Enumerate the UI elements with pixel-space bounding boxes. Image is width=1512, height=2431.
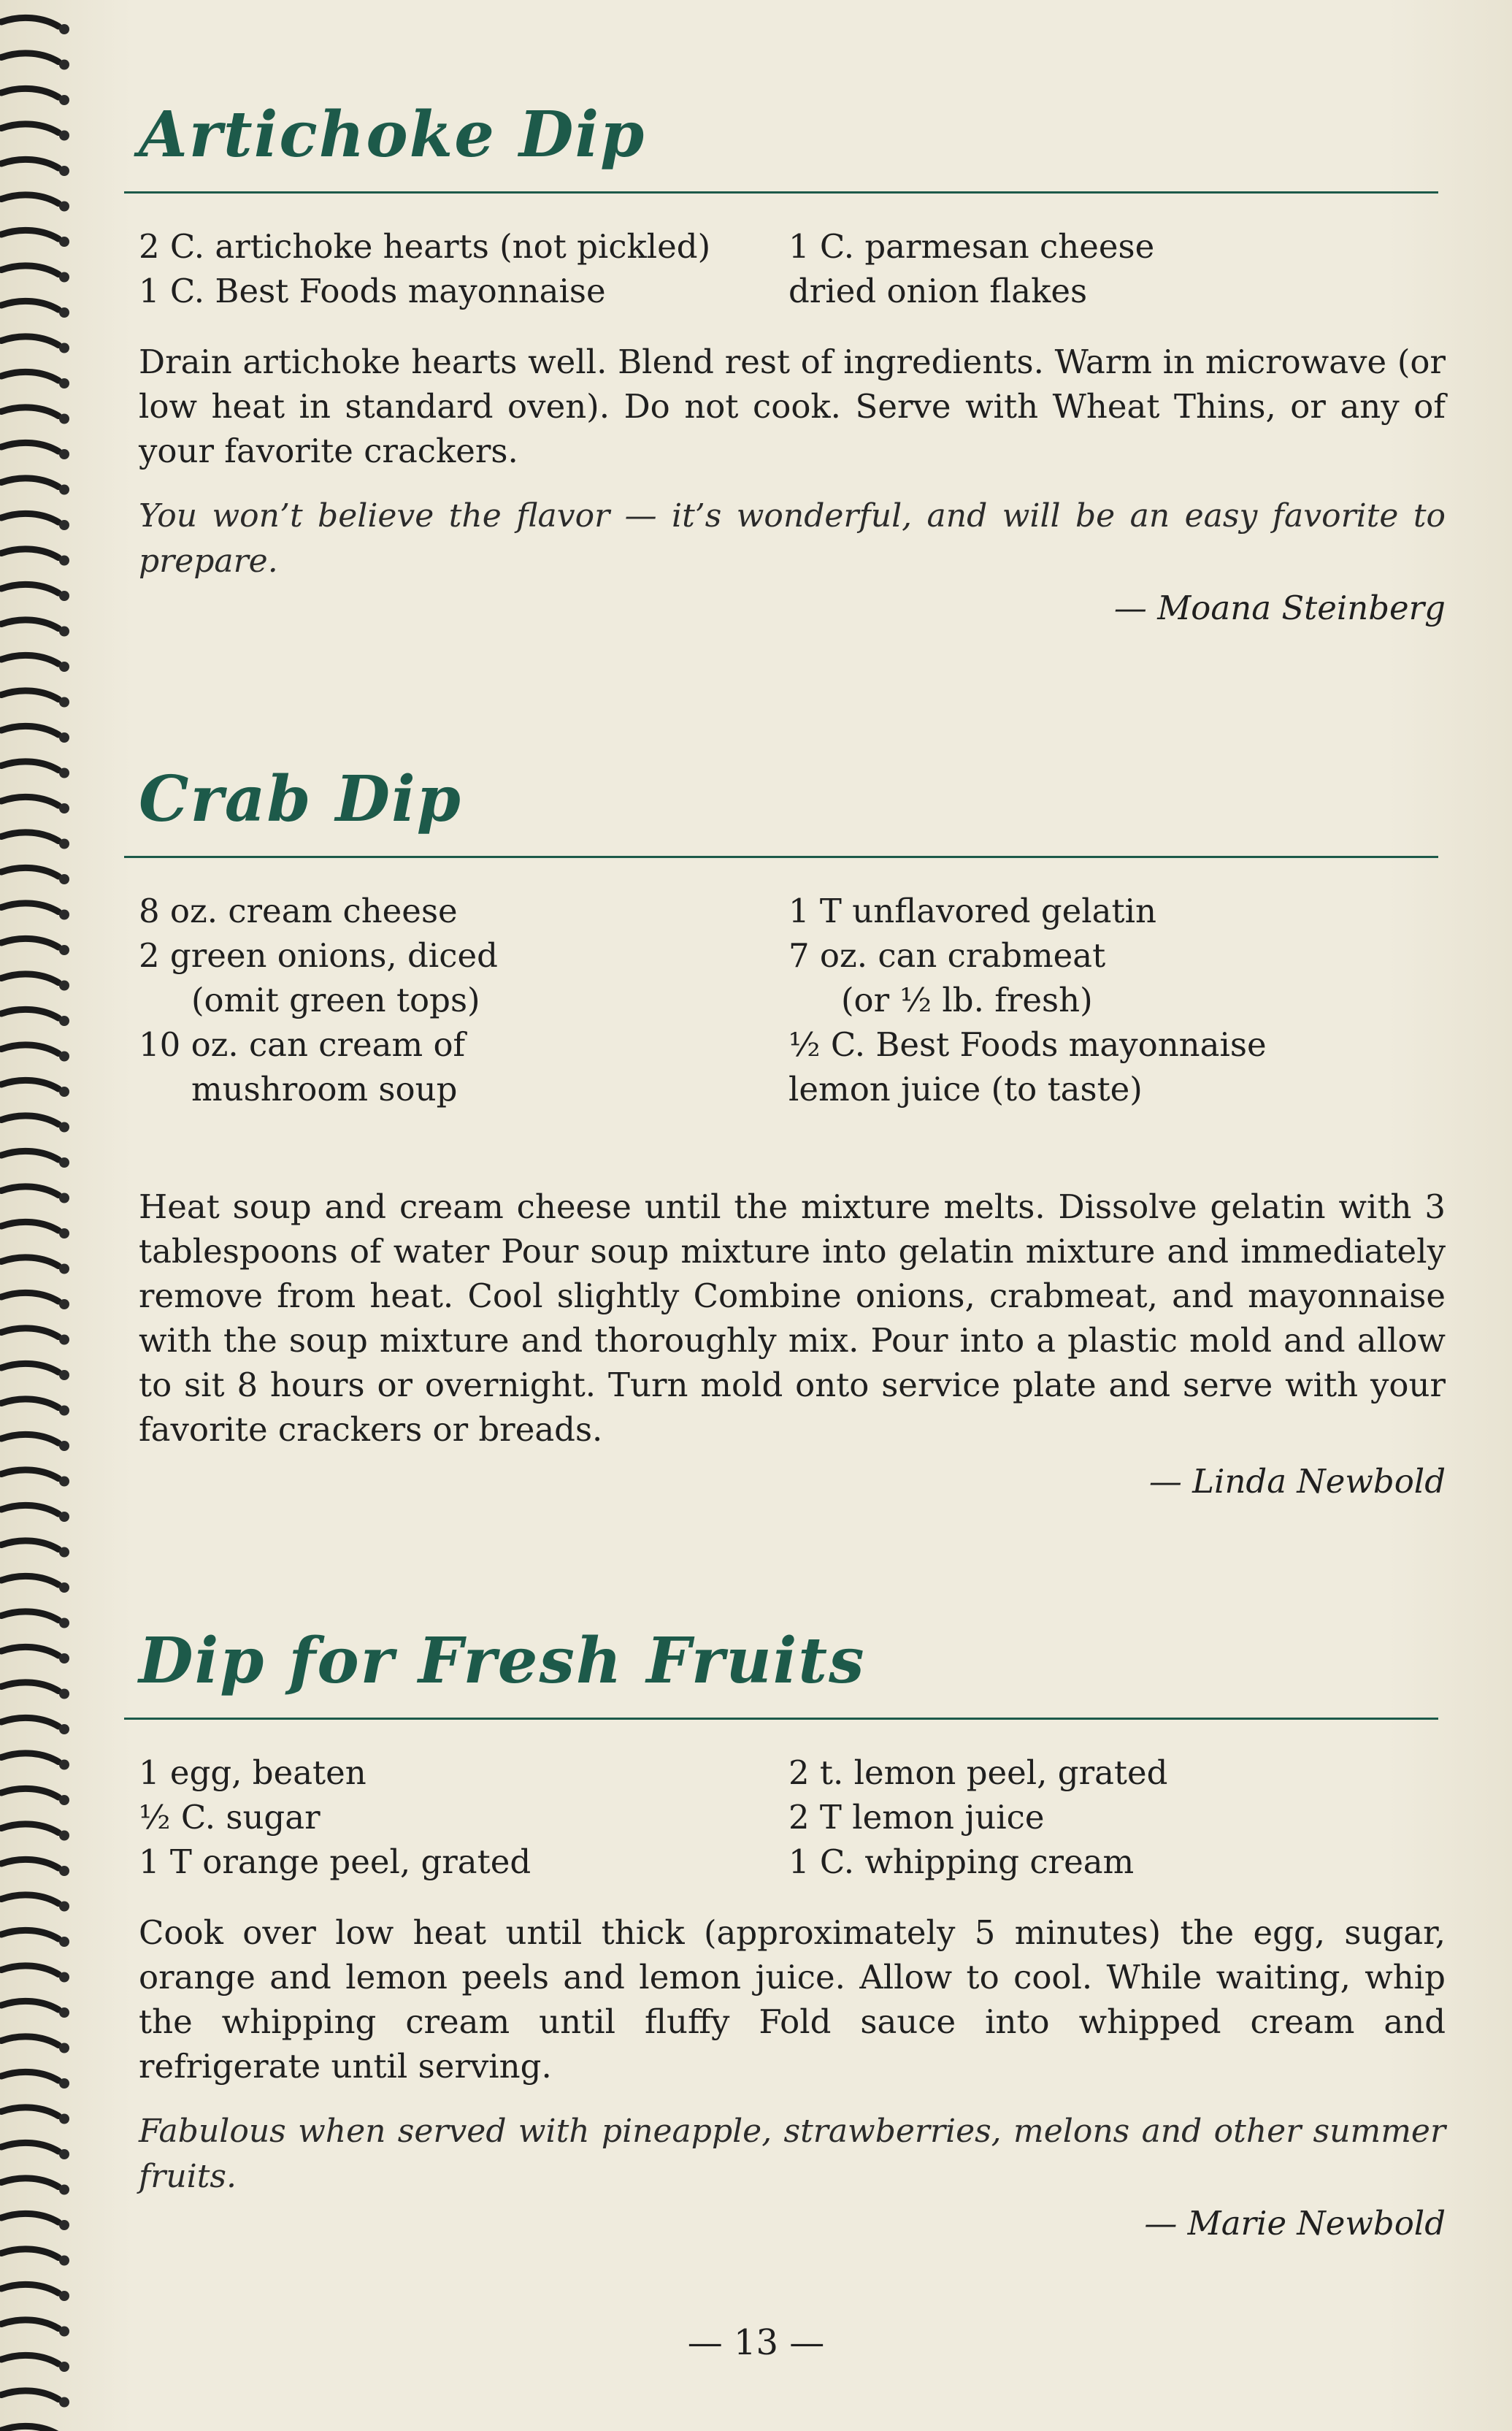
title-divider xyxy=(124,856,1438,858)
binding-hole xyxy=(59,485,69,495)
ingredient: dried onion flakes xyxy=(788,272,1088,310)
binding-hole xyxy=(59,945,69,955)
ingredient-continued: (omit green tops) xyxy=(191,981,480,1019)
spiral-ring xyxy=(1,1541,58,1550)
spiral-ring xyxy=(1,1859,58,1868)
binding-hole xyxy=(59,732,69,743)
spiral-ring xyxy=(1,2072,58,2080)
ingredient: lemon juice (to taste) xyxy=(788,1070,1143,1109)
binding-hole xyxy=(59,2043,69,2053)
binding-hole xyxy=(59,95,69,105)
spiral-ring xyxy=(1,1647,58,1655)
binding-hole xyxy=(59,1016,69,1026)
binding-hole xyxy=(59,2291,69,2301)
binding-hole xyxy=(59,1370,69,1380)
spiral-ring xyxy=(1,1151,58,1160)
spiral-ring xyxy=(1,1328,58,1337)
binding-hole xyxy=(59,1547,69,1558)
recipe-title: Crab Dip xyxy=(139,762,462,836)
spiral-ring xyxy=(1,1966,58,1975)
binding-hole xyxy=(59,1972,69,1983)
ingredient-continued: (or ½ lb. fresh) xyxy=(841,981,1093,1019)
ingredient: 1 egg, beaten xyxy=(139,1753,367,1792)
spiral-ring xyxy=(1,1434,58,1443)
ingredient: 2 C. artichoke hearts (not pickled) xyxy=(139,227,711,266)
spiral-ring xyxy=(1,1399,58,1408)
spiral-ring xyxy=(1,1682,58,1691)
ingredient-column-left xyxy=(139,889,788,1111)
ingredient-column-right xyxy=(788,224,1453,313)
binding-hole xyxy=(59,1902,69,1912)
spiral-ring xyxy=(1,1718,58,1726)
ingredient: ½ C. Best Foods mayonnaise xyxy=(788,1025,1267,1064)
binding-hole xyxy=(59,556,69,566)
binding-hole xyxy=(59,307,69,318)
binding-hole xyxy=(59,697,69,708)
recipe-author: — Linda Newbold xyxy=(1148,1462,1446,1501)
binding-hole xyxy=(59,202,69,212)
binding-hole xyxy=(59,1477,69,1487)
spiral-ring xyxy=(1,1895,58,1904)
ingredient: 2 green onions, diced xyxy=(139,936,498,975)
spiral-ring xyxy=(1,2213,58,2222)
binding-hole xyxy=(59,803,69,813)
ingredient-continued: mushroom soup xyxy=(191,1070,458,1109)
binding-hole xyxy=(59,1264,69,1274)
spiral-ring xyxy=(1,337,58,345)
recipe-title: Artichoke Dip xyxy=(139,98,646,172)
spiral-ring xyxy=(1,1753,58,1762)
recipe-note: You won’t believe the flavor — it’s wonderful, and will be an easy favorite to prepare. xyxy=(139,497,1446,580)
spiral-ring xyxy=(1,407,58,416)
binding-hole xyxy=(59,2256,69,2266)
spiral-ring xyxy=(1,88,58,97)
binding-hole xyxy=(59,449,69,459)
spiral-ring xyxy=(1,2178,58,2187)
binding-hole xyxy=(59,237,69,247)
ingredient: 8 oz. cream cheese xyxy=(139,892,458,930)
recipe-author: — Marie Newbold xyxy=(1144,2204,1446,2243)
spiral-ring xyxy=(1,1612,58,1620)
recipe-author: — Moana Steinberg xyxy=(1113,589,1446,627)
binding-hole xyxy=(59,520,69,530)
spiral-ring xyxy=(1,1788,58,1797)
binding-hole xyxy=(59,1795,69,1805)
binding-hole xyxy=(59,1087,69,1097)
binding-hole xyxy=(59,414,69,424)
title-divider xyxy=(124,191,1438,194)
binding-hole xyxy=(59,2007,69,2018)
binding-hole xyxy=(59,1335,69,1345)
spiral-ring xyxy=(1,301,58,310)
binding-hole xyxy=(59,981,69,991)
binding-hole xyxy=(59,2149,69,2159)
spiral-ring xyxy=(1,513,58,522)
recipe-title: Dip for Fresh Fruits xyxy=(139,1624,866,1698)
binding-hole xyxy=(59,768,69,778)
spiral-ring xyxy=(1,691,58,700)
spiral-ring xyxy=(1,1045,58,1054)
spiral-ring xyxy=(1,1257,58,1266)
binding-hole xyxy=(59,1406,69,1416)
binding-hole xyxy=(59,60,69,70)
binding-hole xyxy=(59,2185,69,2195)
ingredient-column-left xyxy=(139,224,788,313)
title-divider xyxy=(124,1718,1438,1720)
spiral-ring xyxy=(1,1116,58,1125)
spiral-ring xyxy=(1,832,58,841)
binding-hole xyxy=(59,1937,69,1947)
spiral-ring xyxy=(1,53,58,62)
spiral-ring xyxy=(1,230,58,239)
binding-hole xyxy=(59,1441,69,1451)
spiral-ring xyxy=(1,1470,58,1479)
recipe-directions: Cook over low heat until thick (approximately 5 minutes) the egg, sugar, orange and lemon peels and lemon juice. Allow to cool. While waiting, whip the whipping cream until fluffy Fold sauce into whipped cream and refrigerate until serving. xyxy=(139,1913,1446,2086)
binding-hole xyxy=(59,2362,69,2372)
binding-hole xyxy=(59,1760,69,1770)
ingredient-list xyxy=(124,889,1453,1111)
binding-hole xyxy=(59,839,69,849)
ingredient: 10 oz. can cream of xyxy=(139,1025,466,1064)
recipe-dip-for-fresh-fruits xyxy=(124,1621,1453,2243)
binding-hole xyxy=(59,378,69,388)
binding-hole xyxy=(59,2220,69,2230)
ingredient: 2 t. lemon peel, grated xyxy=(788,1753,1168,1792)
spiral-ring xyxy=(1,2037,58,2045)
spiral-ring xyxy=(1,2426,58,2431)
binding-hole xyxy=(59,1193,69,1203)
spiral-binding xyxy=(0,0,88,2431)
ingredient: 1 C. parmesan cheese xyxy=(788,227,1155,266)
ingredient: ½ C. sugar xyxy=(139,1798,321,1837)
binding-hole xyxy=(59,1618,69,1628)
spiral-ring xyxy=(1,2143,58,2151)
spiral-ring xyxy=(1,938,58,947)
binding-hole xyxy=(59,627,69,637)
spiral-ring xyxy=(1,1293,58,1301)
ingredient: 7 oz. can crabmeat xyxy=(788,936,1106,975)
spiral-ring xyxy=(1,620,58,629)
recipe-directions: Drain artichoke hearts well. Blend rest of ingredients. Warm in microwave (or low heat in standard oven). Do not cook. Serve with Wheat Thins, or any of your favorite crackers. xyxy=(139,342,1446,470)
binding-hole xyxy=(59,591,69,601)
binding-hole xyxy=(59,1299,69,1309)
spiral-ring xyxy=(1,1187,58,1195)
spiral-ring xyxy=(1,762,58,770)
binding-hole xyxy=(59,2114,69,2124)
recipe-directions: Heat soup and cream cheese until the mixture melts. Dissolve gelatin with 3 tablespoons of water Pour soup mixture into gelatin mixture and immediately remove from heat. Cool slightly Combine onions, crabmeat, and mayonnaise with the soup mixture and thoroughly mix. Pour into a plastic mold and allow to sit 8 hours or overnight. Turn mold onto service plate and serve with your favorite crackers or breads. xyxy=(139,1187,1446,1449)
spiral-ring xyxy=(1,2284,58,2293)
spiral-ring xyxy=(1,195,58,204)
binding-hole xyxy=(59,662,69,672)
binding-hole xyxy=(59,24,69,34)
spiral-ring xyxy=(1,478,58,487)
ingredient-list xyxy=(124,224,1453,313)
spiral-ring xyxy=(1,443,58,451)
binding-hole xyxy=(59,1228,69,1239)
binding-hole xyxy=(59,874,69,884)
binding-hole xyxy=(59,1724,69,1734)
spiral-ring xyxy=(1,124,58,133)
spiral-ring xyxy=(1,2001,58,2010)
spiral-ring xyxy=(1,1080,58,1089)
spiral-ring xyxy=(1,2107,58,2116)
spiral-ring xyxy=(1,549,58,558)
binding-hole xyxy=(59,2397,69,2408)
spiral-ring xyxy=(1,372,58,380)
spiral-ring xyxy=(1,2249,58,2258)
spiral-ring xyxy=(1,868,58,876)
spiral-ring xyxy=(1,18,58,26)
spiral-ring xyxy=(1,1222,58,1230)
spiral-ring xyxy=(1,1824,58,1833)
spiral-ring xyxy=(1,726,58,735)
binding-hole xyxy=(59,272,69,283)
spiral-ring xyxy=(1,655,58,664)
spiral-ring xyxy=(1,584,58,593)
binding-hole xyxy=(59,1653,69,1664)
binding-hole xyxy=(59,1052,69,1062)
spiral-ring xyxy=(1,1505,58,1514)
binding-hole xyxy=(59,910,69,920)
binding-hole xyxy=(59,1157,69,1168)
recipe-crab-dip xyxy=(124,759,1453,1501)
ingredient: 1 T orange peel, grated xyxy=(139,1842,531,1881)
binding-hole xyxy=(59,131,69,141)
spiral-ring xyxy=(1,974,58,983)
spiral-ring xyxy=(1,903,58,912)
binding-hole xyxy=(59,1866,69,1876)
spiral-ring xyxy=(1,159,58,168)
binding-hole xyxy=(59,343,69,353)
spiral-ring xyxy=(1,1576,58,1585)
spiral-ring xyxy=(1,2391,58,2400)
binding-hole xyxy=(59,166,69,176)
binding-hole xyxy=(59,1582,69,1593)
ingredient-column-right xyxy=(788,1750,1453,1884)
ingredient-column-left xyxy=(139,1750,788,1884)
binding-hole xyxy=(59,1689,69,1699)
page-number: — 13 — xyxy=(687,2322,825,2363)
ingredient: 1 C. whipping cream xyxy=(788,1842,1135,1881)
spiral-ring xyxy=(1,1363,58,1372)
ingredient: 1 C. Best Foods mayonnaise xyxy=(139,272,606,310)
ingredient-list xyxy=(124,1750,1453,1884)
spiral-ring xyxy=(1,266,58,275)
spiral-ring xyxy=(1,1930,58,1939)
recipe-artichoke-dip xyxy=(124,95,1453,627)
binding-hole xyxy=(59,1512,69,1522)
recipe-note: Fabulous when served with pineapple, strawberries, melons and other summer fruits. xyxy=(139,2113,1446,2195)
ingredient-column-right xyxy=(788,889,1453,1111)
ingredient: 1 T unflavored gelatin xyxy=(788,892,1156,930)
binding-hole xyxy=(59,1831,69,1841)
binding-hole xyxy=(59,2078,69,2089)
spiral-ring xyxy=(1,797,58,805)
spiral-ring xyxy=(1,1009,58,1018)
binding-hole xyxy=(59,1122,69,1133)
ingredient: 2 T lemon juice xyxy=(788,1798,1045,1837)
